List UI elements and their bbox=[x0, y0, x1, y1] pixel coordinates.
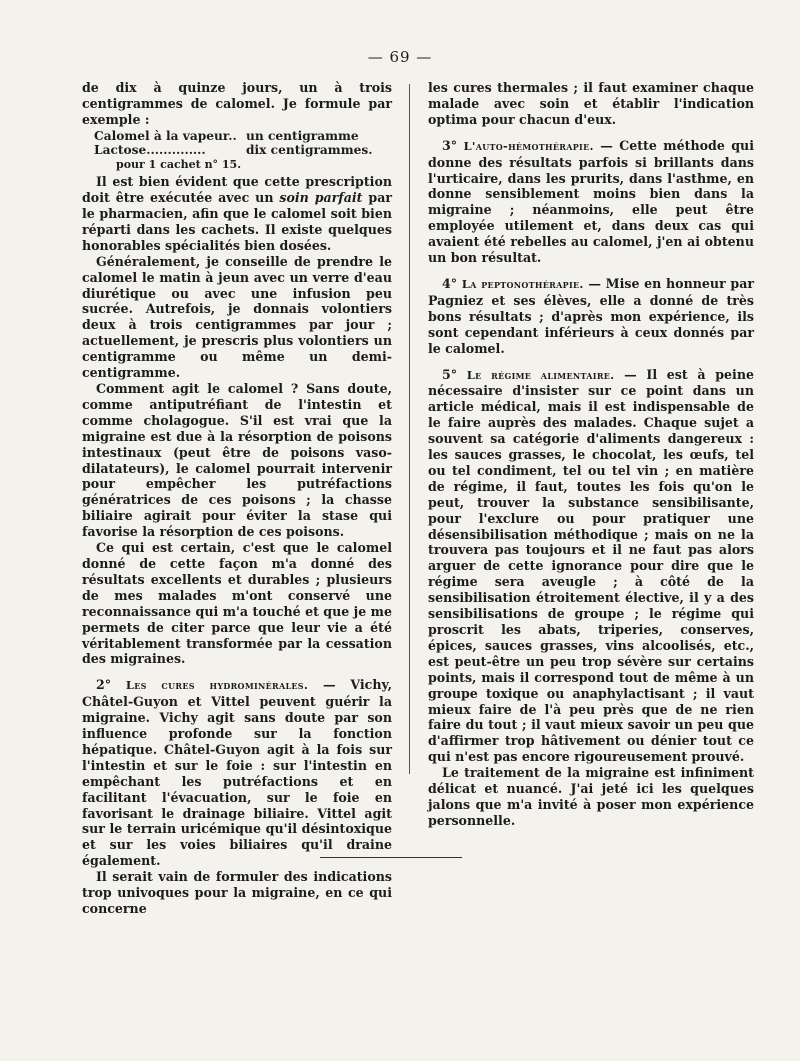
section-3-number: 3° bbox=[442, 137, 458, 153]
footer-rule bbox=[320, 857, 462, 858]
section-cures-hydrominerales bbox=[82, 677, 392, 869]
section-4-text: — Mise en honneur par Pagniez et ses élèves, elle a donné de très bons résultats ; d'après mon expérience, ils sont cependant inférieurs à ceux donnés par le calomel. bbox=[428, 275, 754, 356]
section-3-title: L'auto-hémothérapie. bbox=[463, 138, 594, 153]
paragraph-comment-agit: Comment agit le calomel ? Sans doute, comme antiputréfiant de l'intestin et comme cholagogue. S'il est vrai que la migraine est due à la résorption de poisons intestinaux (peut être de poisons vaso-dilatateurs), le calomel pourrait intervenir pour empêcher les putréfactions génératrices de ces poisons ; la chasse biliaire agirait pour éviter la stase qui favorise la résorption de ces poisons. bbox=[82, 381, 392, 540]
section-2-number: 2° bbox=[96, 677, 112, 693]
section-peptonotherapie bbox=[428, 276, 754, 357]
paragraph-prescription-text-b: par le pharmacien, afin que le calomel soit bien réparti dans les cachets. Il existe quelques honorables spécialités bien dosées. bbox=[82, 190, 392, 253]
section-5-number: 5° bbox=[442, 366, 458, 382]
left-intro: de dix à quinze jours, un à trois centigrammes de calomel. Je formule par exemple : bbox=[82, 80, 392, 127]
section-2-title: Les cures hydrominérales. bbox=[125, 678, 309, 693]
section-auto-hemotherapie bbox=[428, 138, 754, 266]
paragraph-generalement: Généralement, je conseille de prendre le calomel le matin à jeun avec un verre d'eau diurétique ou avec une infusion peu sucrée. Autrefois, je donnais volontiers deux à trois centigrammes par jour ; actuellement, je prescris plus volontiers un centigramme ou même un demi-centigramme. bbox=[82, 253, 392, 381]
right-column bbox=[428, 80, 754, 829]
paragraph-ce-qui-est-certain: Ce qui est certain, c'est que le calomel donné de cette façon m'a donné des résultats excellents et durables ; plusieurs de mes malades m'ont conservé une reconnaissance qui m'a touché et que je me permets de citer parce que leur vie a été véritablement transformée par la cessation des migraines. bbox=[82, 540, 392, 667]
left-column bbox=[82, 80, 392, 917]
section-3-text: — Cette méthode qui donne des résultats parfois si brillants dans l'urticaire, dans les prurits, dans l'asthme, en donne sensiblement moins bien dans la migraine ; néanmoins, elle peut être employée utilement et, dans deux cas qui avaient été rebelles au calomel, j'en ai obtenu un bon résultat. bbox=[428, 137, 754, 266]
formula-ingredient-2: Lactose.............. bbox=[94, 143, 206, 158]
section-5-title: Le régime alimentaire. bbox=[466, 367, 615, 382]
section-4-number: 4° bbox=[442, 275, 458, 291]
section-5-text: — Il est à peine nécessaire d'insister sur ce point dans un article médical, mais il est indispensable de le faire auprès des malades. Chaque sujet a souvent sa catégorie d'aliments dangereux : les sauces grasses, le chocolat, les œufs, tel ou tel condiment, tel ou tel vin ; en matière de régime, il faut, toutes les fois qu'on le peut, trouver la substance sensibilisante, pour l'exclure ou pour pratiquer une désensibilisation méthodique ; mais on ne la trouvera pas toujours et il ne faut pas alors arguer de cette ignorance pour dire que le régime sera aveugle ; à côté de la sensibilisation étroitement élective, il y a des sensibilisations de groupe ; le régime qui proscrit les abats, triperies, conserves, épices, sauces grasses, vins alcoolisés, etc., est peut-être un peu trop sévère sur certains points, mais il correspond tout de même à un groupe toxique ou anaphylactisant ; il vaut mieux faire de l'à peu près que de ne rien faire du tout ; il vaut mieux savoir un peu que d'affirmer trop hâtivement ou dénier tout ce qui n'est pas encore rigoureusement prouvé. bbox=[428, 366, 754, 765]
formula-dose-2: dix centigrammes. bbox=[246, 143, 373, 158]
emphasis-soin-parfait: soin parfait bbox=[279, 190, 363, 206]
section-4-title: La peptonothérapie. bbox=[461, 276, 584, 291]
formula-dose-1: un centigramme bbox=[246, 128, 359, 143]
formula-ingredient-1: Calomel à la vapeur.. bbox=[94, 128, 237, 143]
paragraph-il-serait-vain: Il serait vain de formuler des indications trop univoques pour la migraine, en ce qui concerne bbox=[82, 869, 392, 916]
prescription-formula bbox=[94, 129, 392, 173]
paragraph-prescription-text-a: Il est bien évident que cette prescription doit être exécutée avec un bbox=[82, 174, 392, 206]
paragraph-prescription bbox=[82, 174, 392, 254]
section-2-text: — Vichy, Châtel-Guyon et Vittel peuvent guérir la migraine. Vichy agit sans doute par son influence profonde sur la fonction hépatique. Châtel-Guyon agit à la fois sur l'intestin et sur le foie : sur l'intestin en empêchant les putréfactions et en facilitant l'évacuation, sur le foie en favorisant le drainage biliaire. Vittel agit sur le terrain uricémique qu'il désintoxique et sur les voies biliaires qu'il draine également. bbox=[82, 677, 392, 869]
page-number: — 69 — bbox=[367, 48, 433, 66]
paragraph-conclusion: Le traitement de la migraine est infiniment délicat et nuancé. J'ai jeté ici les quelques jalons que m'a invité à poser mon expérience personnelle. bbox=[428, 765, 754, 828]
section-regime-alimentaire bbox=[428, 367, 754, 766]
column-divider bbox=[409, 84, 410, 774]
formula-note: pour 1 cachet n° 15. bbox=[116, 157, 242, 171]
paragraph-cures-thermales: les cures thermales ; il faut examiner chaque malade avec soin et établir l'indication optima pour chacun d'eux. bbox=[428, 80, 754, 127]
